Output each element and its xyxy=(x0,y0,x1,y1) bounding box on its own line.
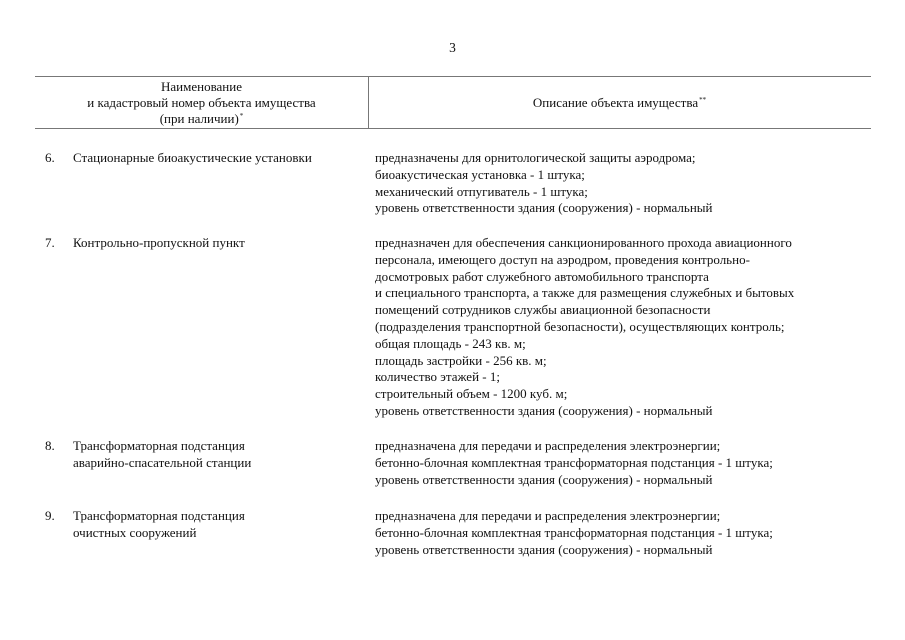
row-description: предназначена для передачи и распределения электроэнергии; бетонно-блочная комплектная трансформаторная подстанция - 1 штука; уровень ответственности здания (сооружения) - нормальный xyxy=(375,438,773,487)
row-description: предназначен для обеспечения санкционированного прохода авиационного персонала, имеющего доступ на аэродром, проведения контрольно- досмотровых работ служебного автомобильного транспорта и специального транспорта, а также для размещения служебных и бытовых помещений сотрудников службы авиационной безопасности (подразделения транспортной безопасности), осуществляющих контроль; общая площадь - 243 кв. м; площадь застройки - 256 кв. м; количество этажей - 1; строительный объем - 1200 куб. м; уровень ответственности здания (сооружения) - нормальный xyxy=(375,235,795,418)
header-name-column xyxy=(35,77,368,128)
row-number: 7. xyxy=(45,235,55,250)
footnote-mark-single: * xyxy=(239,111,244,120)
row-name: Трансформаторная подстанция аварийно-спасательной станции xyxy=(73,438,252,470)
header-name-line2: и кадастровый номер объекта имущества xyxy=(87,94,316,110)
row-number: 8. xyxy=(45,438,55,453)
header-column-divider xyxy=(368,77,369,128)
table-header xyxy=(35,77,871,128)
header-description-label: Описание объекта имущества** xyxy=(532,94,707,110)
row-name: Стационарные биоакустические установки xyxy=(73,150,312,165)
property-table-header xyxy=(35,76,871,129)
row-number: 9. xyxy=(45,508,55,523)
row-name: Трансформаторная подстанция очистных сооружений xyxy=(73,508,245,540)
row-name: Контрольно-пропускной пункт xyxy=(73,235,245,250)
header-bottom-rule xyxy=(35,128,871,129)
row-number: 6. xyxy=(45,150,55,165)
page-number: 3 xyxy=(449,40,456,55)
header-description-column xyxy=(368,77,871,128)
footnote-mark-double: ** xyxy=(699,95,707,104)
row-description: предназначена для передачи и распределения электроэнергии; бетонно-блочная комплектная трансформаторная подстанция - 1 штука; уровень ответственности здания (сооружения) - нормальный xyxy=(375,508,773,557)
row-description: предназначены для орнитологической защиты аэродрома; биоакустическая установка - 1 штука; механический отпугиватель - 1 штука; уровень ответственности здания (сооружения) - нормальный xyxy=(375,150,713,216)
header-name-line1: Наименование xyxy=(161,78,242,94)
header-name-line3: (при наличии)* xyxy=(159,110,244,126)
